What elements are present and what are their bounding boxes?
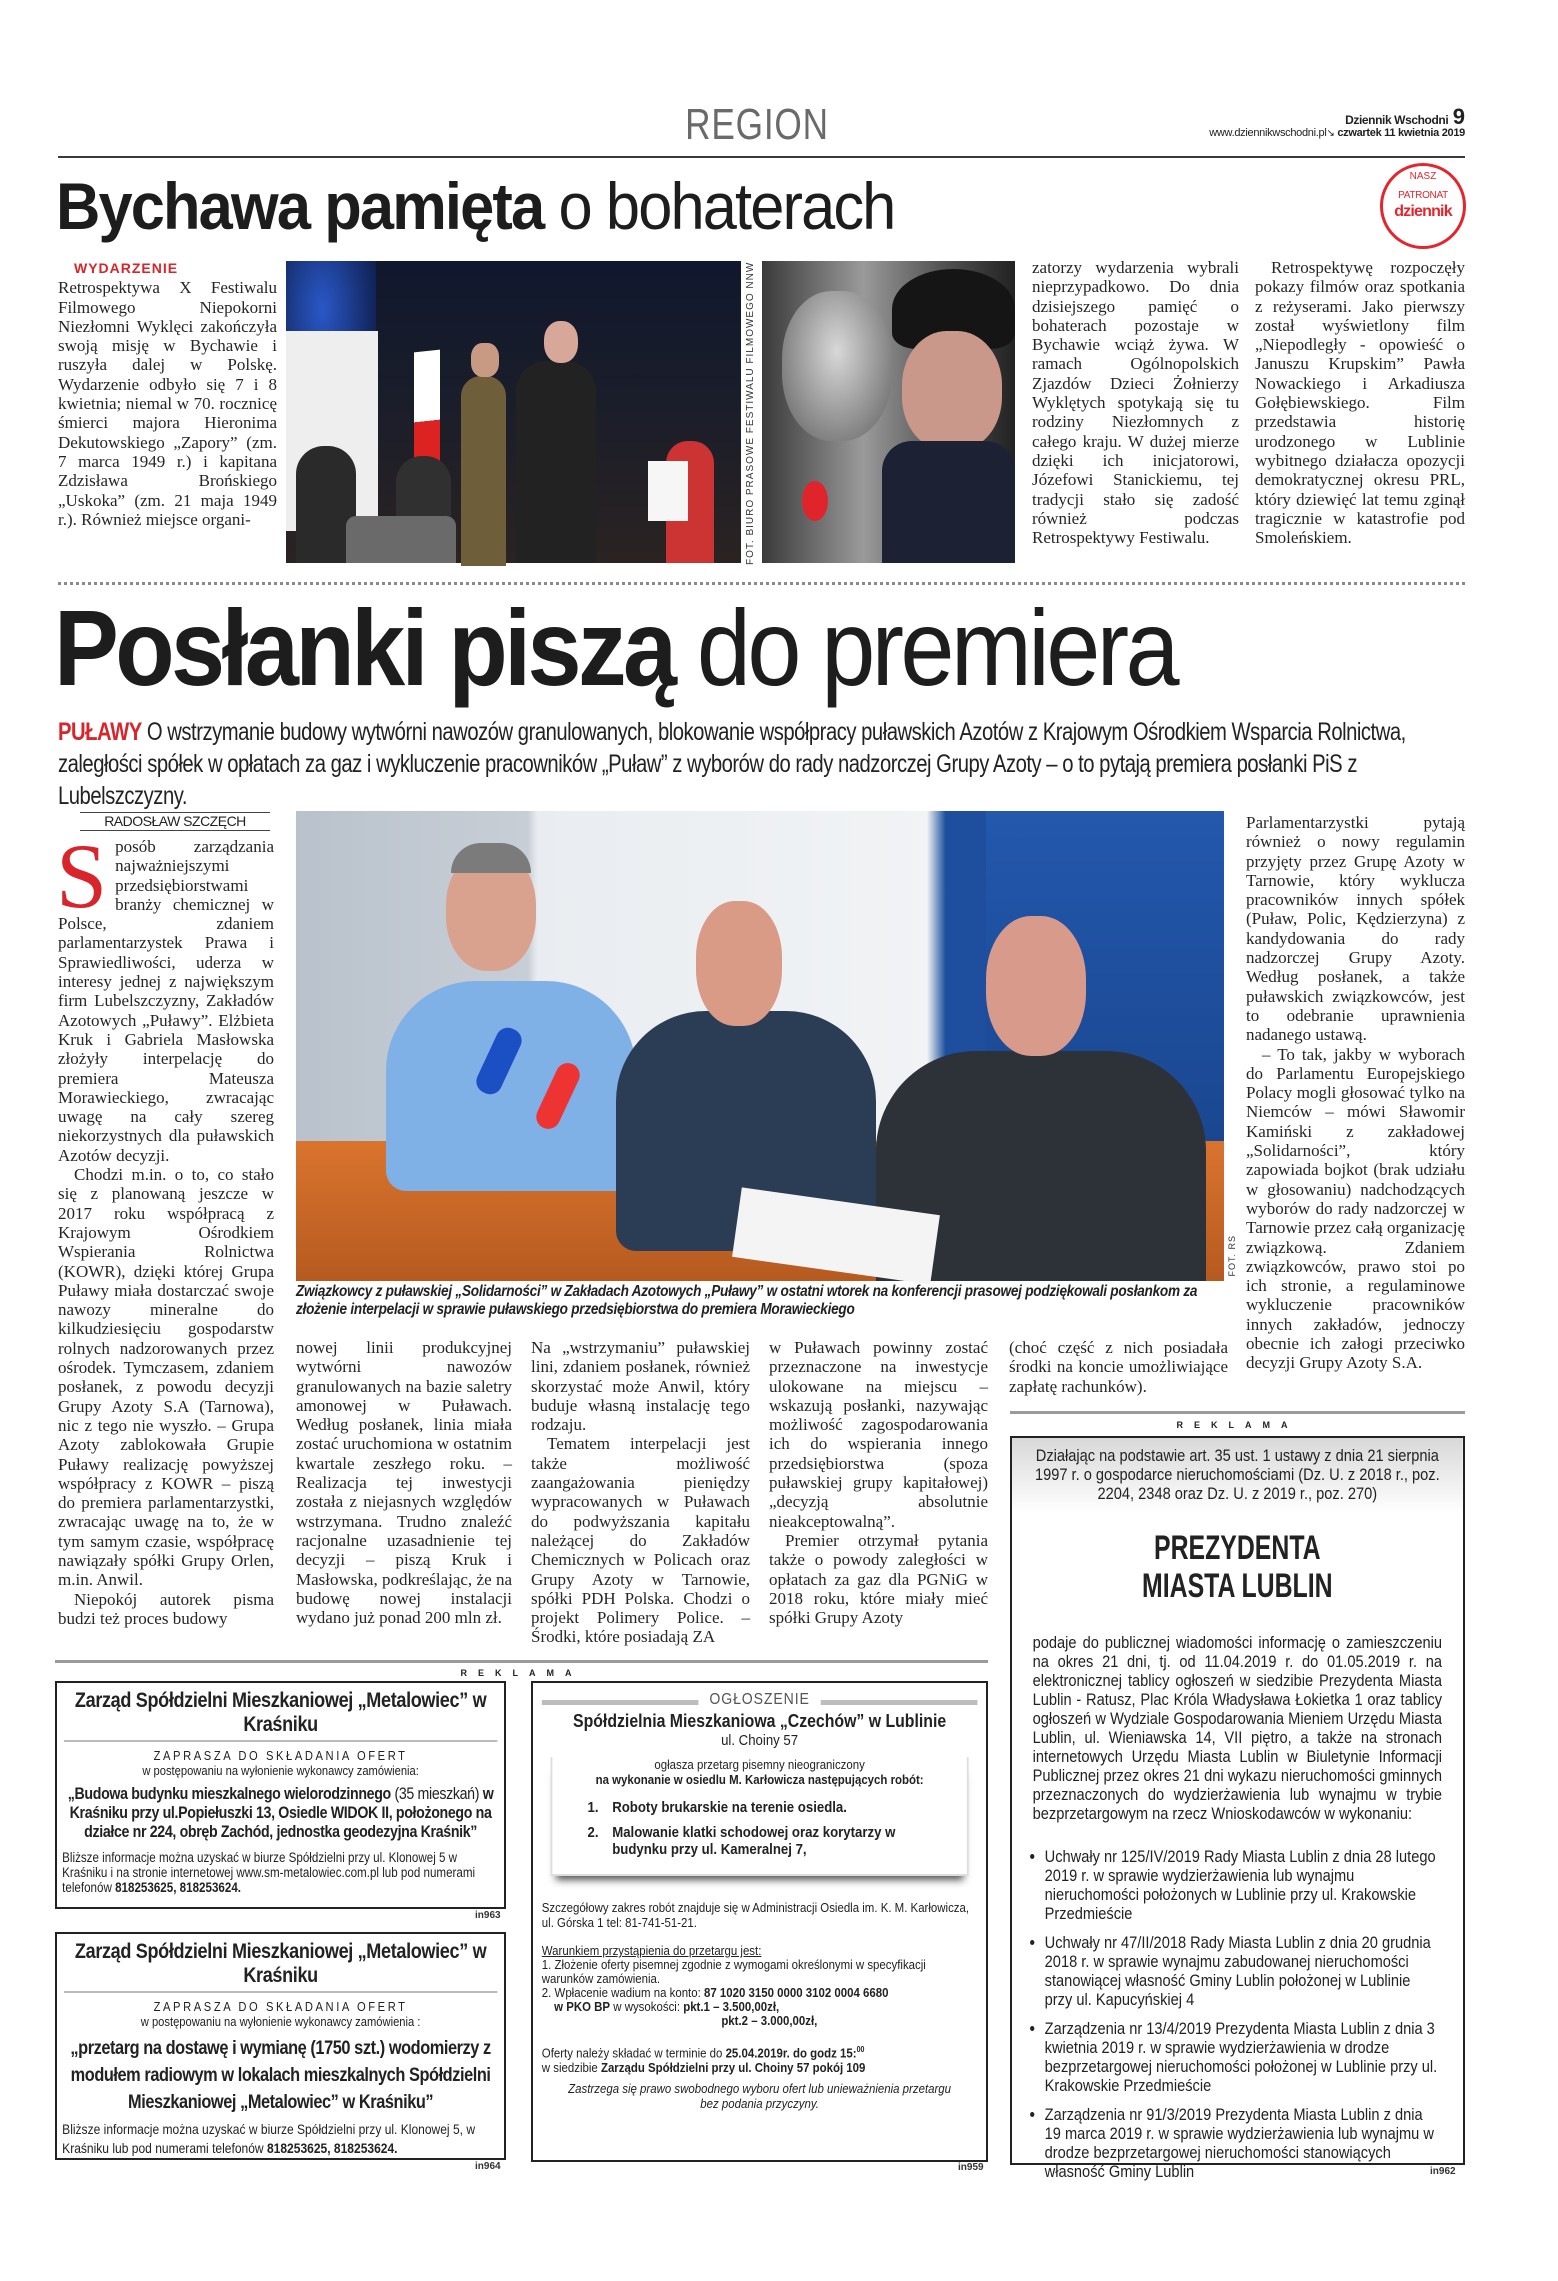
article-text: (choć część z nich posiadała środki na koncie umożliwiające zapłatę rachunków). <box>1009 1338 1228 1396</box>
article2-column-5 <box>1009 1338 1228 1402</box>
list-item: • Uchwały nr 125/IV/2019 Rady Miasta Lublin z dnia 28 lutego 2019 r. w sprawie wydzierżawienia lub wynajmu nieruchomości położonych w Lublinie przy ul. Krakowskie Przedmieście <box>1045 1847 1442 1923</box>
ad-sub: w postępowaniu na wyłonienie wykonawcy zamówienia : <box>140 2014 421 2029</box>
ad-rule-right <box>1010 1411 1465 1414</box>
ad-code: in959 <box>958 2162 984 2173</box>
ad-subject-count: (35 mieszkań) <box>394 1785 480 1803</box>
metalowiec-ad-1 <box>55 1681 506 1909</box>
amount-label: w wysokości: <box>613 1999 681 2014</box>
masthead-info <box>1209 104 1465 139</box>
lublin-title-1: PREZYDENTA <box>1153 1529 1321 1567</box>
patronat-badge <box>1380 163 1466 249</box>
metalowiec-ad-2 <box>55 1932 506 2160</box>
lublin-intro: Działając na podstawie art. 35 ust. 1 ustawy z dnia 21 sierpnia 1997 r. o gospodarce nieruchomościami (Dz. U. z 2018 r., poz. 2204, 2348 oraz Dz. U. z 2019 r., poz. 270) <box>1012 1438 1463 1513</box>
ad-info: Bliższe informacje można uzyskać w biurze Spółdzielni przy ul. Klonowej 5, w Kraśniku lub pod numerami telefonów <box>62 2121 476 2156</box>
article-text: Parlamentarzystki pytają również o nowy regulamin przyjęty przez Grupę Azoty w Tarnowie, który wyklucza pracowników innych spółek (Puław, Polic, Kędzierzyna) z kandydowania do rady nadzorczej Grupy Azoty. Według posłanek, a także puławskich związkowców, jest to odebranie uprawnienia nadanego ustawą. <box>1246 813 1465 1045</box>
article-text: w Puławach powinny zostać przeznaczone na inwestycje ulokowane na miejscu – wskazują posłanki, nazywając możliwość zagospodarowania ich do wspierania innego przedsiębiorstwa (spoza puławskiej grupy kapitałowej) „decyzją absolutnie nieakceptowalną”. <box>769 1338 988 1531</box>
article2-right-column <box>1246 813 1465 1399</box>
article2-column-3 <box>531 1338 750 1648</box>
ad-invite: ZAPRASZA DO SKŁADANIA OFERT <box>153 1999 408 2014</box>
ad-announce: ogłasza przetarg pisemny nieograniczony <box>654 1757 865 1772</box>
article-text: Retrospektywę rozpoczęły pokazy filmów oraz spotkania z reżyserami. Jako pierwszy został wyświetlony film „Niepodległy - opowieść o Januszu Krupskim” Pawła Nowackiego i Arkadiusza Gołębiewskiego. Film przedstawia historię urodzonego w Lublinie wybitnego działacza opozycji demokratycznej okresu PRL, który dziewięć lat temu zginął tragicznie w katastrofie pod Smoleńskiem. <box>1255 258 1465 548</box>
deadline-prefix: Oferty należy składać w terminie do <box>541 2045 723 2061</box>
ceremony-photo <box>286 261 741 563</box>
article-text: zatorzy wydarzenia wybrali nieprzypadkowo. Do dnia dzisiejszego pamięć o bohaterach pozostaje w Bychawie wciąż żywa. W ramach Ogólnopolskich Zjazdów Dzieci Żołnierzy Wyklętych spotykają się tu rodziny Niezłomnych z całego kraju. W dużej mierze dzięki ich inicjatorowi, Józefowi Stanickiemu, tej tradycji stało się zadość również podczas Retrospektywy Festiwalu. <box>1032 258 1239 548</box>
article-text: Retrospektywa X Festiwalu Filmowego Niepokorni Niezłomni Wyklęci zakończyła swoją misję w Bychawie i ruszyła dalej w Polskę. Wydarzenie odbyło się 7 i 8 kwietnia; niemal w 70. rocznicę śmierci majora Hieronima Dekutowskiego „Zapory” (zm. 7 marca 1949 r.) i kapitana Zdzisława Brońskiego „Uskoka” (zm. 21 maja 1949 r.). Również miejsce organi- <box>58 278 277 529</box>
veteran-photo <box>762 261 1015 563</box>
dziennik-logo: dziennik <box>1394 203 1452 220</box>
photo-caption: Związkowcy z puławskiej „Solidarności” w Zakładach Azotowych „Puławy” w ostatni wtorek na konferencji prasowej podziękowali posłankom za złożenie interpelacji w sprawie puławskiego przedsiębiorstwa do premiera Morawieckiego <box>296 1283 1198 1318</box>
headline-light: do premiera <box>696 587 1176 708</box>
article-text: posób zarządzania najważniejszymi przedsiębiorstwami branży chemicznej w Polsce, zdaniem parlamentarzystek Prawa i Sprawiedliwości, uderza w interesy jednej z największym firm Lubelszczyzny, Zakładów Azotowych „Puławy”. Elżbieta Kruk i Gabriela Masłowska złożyły interpelację do premiera Mateusza Morawieckiego, zwracając uwagę na cały szereg niekorzystnych dla puławskich Azotów decyzji. <box>58 837 274 1165</box>
article-text: – To tak, jakby w wyborach do Parlamentu Europejskiego Polacy mogli głosować tylko na Niemców – mówi Sławomir Kamiński z zakładowej „Solidarności”, który zapowiada bojkot (brak udziału w głosowaniu) nadchodzących wyborów do rady nadzorczej w Tarnowie przez całą organizację związkową. Zdaniem związkowców, prawo stoi po ich stronie, a regulaminowe wykluczenie pracowników innych zakładów, jednoczy obecnie ich załogi przeciwko decyzji Grupy Azoty S.A. <box>1246 1044 1465 1373</box>
conditions-heading: Warunkiem przystąpienia do przetargu jest: <box>541 1943 762 1958</box>
ad-subject: „przetarg na dostawę i wymianę (1750 szt.) wodomierzy z modułem radiowym w lokalach mieszkalnych Spółdzielni Mieszkaniowej „Metalowiec” w Kraśniku” <box>70 2038 491 2113</box>
article-text: Niepokój autorek pisma budzi też proces budowy <box>58 1589 274 1628</box>
article2-headline <box>54 585 1176 710</box>
article2-column-2 <box>296 1338 512 1648</box>
issue-date: czwartek 11 kwietnia 2019 <box>1337 127 1465 139</box>
item-number: 1. <box>587 1799 599 1816</box>
headline-bold: Bychawa pamięta <box>56 169 544 243</box>
ad-code: in962 <box>1430 2166 1456 2177</box>
place: Zarządu Spółdzielni przy ul. Choiny 57 pokój 109 <box>600 2060 866 2076</box>
section-title: REGION <box>685 100 829 149</box>
dropcap: S <box>56 825 108 927</box>
paper-name: Dziennik Wschodni <box>1345 113 1449 127</box>
headline-light: o bohaterach <box>558 169 895 243</box>
ad-code: in963 <box>475 1910 501 1921</box>
list-item: • Uchwały nr 47/II/2018 Rady Miasta Lublin z dnia 20 grudnia 2018 r. w sprawie wynajmu zabudowanej nieruchomości stanowiącej własność Gminy Lublin położonej w Lublinie przy ul. Kapucyńskiej 4 <box>1045 1933 1442 2009</box>
ad-info: Bliższe informacje można uzyskać w biurze Spółdzielni przy ul. Klonowej 5 w Kraśniku i na stronie internetowej www.sm-metalowiec.com.pl lub pod numerami telefonów <box>62 1850 476 1895</box>
account-number: 87 1020 3150 0000 3102 0004 6680 <box>703 1985 889 2000</box>
lublin-title-2: MIASTA LUBLIN <box>1142 1567 1333 1605</box>
article2-column-4 <box>769 1338 988 1648</box>
ad-subject-rest: w Kraśniku przy ul.Popiełuszki 13, Osiedle WIDOK II, położonego na działce nr 224, obręb Zachód, jednostka geodezyjna Kraśnik” <box>69 1785 494 1841</box>
article1-column-3 <box>1255 258 1465 568</box>
ad-invite: ZAPRASZA DO SKŁADANIA OFERT <box>153 1748 408 1763</box>
article1-headline <box>56 168 894 244</box>
czechow-ad <box>531 1681 988 2162</box>
site-url[interactable]: www.dziennikwschodni.pl <box>1209 127 1327 139</box>
item-number: 2. <box>587 1824 599 1841</box>
article1-photo-credit: FOT. BIURO PRASOWE FESTIWALU FILMOWEGO NNW <box>745 261 756 565</box>
ad-code: in964 <box>475 2161 501 2172</box>
article-text: Tematem interpelacji jest także możliwość zaangażowania pieniędzy wypracowanych w Puławach do podwyższania kapitału należącej do Zakładów Chemicznych w Policach oraz Grupy Azoty w Tarnowie, spółki PDH Polska. Chodzi o projekt Polimery Police. – Środki, które posiadają ZA <box>531 1434 750 1647</box>
article-text: Premier otrzymał pytania także o powody zaległości w opłatach za gaz dla PGNiG w 2018 roku, które miały mieć spółki Grupy Azoty <box>769 1530 988 1628</box>
press-conference-photo <box>296 811 1224 1281</box>
deadline: 25.04.2019r. do godz 15: <box>725 2045 857 2061</box>
ad-title: Zarząd Spółdzielni Mieszkaniowej „Metalowiec” w Kraśniku <box>64 1689 497 1742</box>
amount-2: pkt.2 – 3.000,00zł, <box>721 2013 818 2028</box>
article2-lead <box>58 716 1467 812</box>
deadline-minutes: 00 <box>856 2045 865 2054</box>
lublin-body: podaje do publicznej wiadomości informację o zamieszczeniu na okres 21 dni, tj. od 11.04.2019 r. do 01.05.2019 r. na elektronicznej tablicy ogłoszeń w siedzibie Prezydenta Miasta Lublin - Ratusz, Plac Króla Władysława Łokietka 1 oraz tablicy ogłoszeń w Wydziale Gospodarowania Mieniem Urzędu Miasta Lublin, ul. Wieniawska 14, VII piętro, a także na stronach internetowych Urzędu Miasta Lublin w Biuletynie Informacji Publicznej przez okres 21 dni wykazu nieruchomości gminnych przeznaczonych do wydzierżawienia lub wynajmu w trybie bezprzetargowym na rzecz Wnioskodawców w wykonaniu: <box>1032 1633 1442 1823</box>
list-item: Roboty brukarskie na terenie osiedla. <box>612 1799 847 1816</box>
lead-text: O wstrzymanie budowy wytwórni nawozów granulowanych, blokowanie współpracy puławskich Azotów z Krajowym Ośrodkiem Wsparcia Rolnictwa, zaległości spółek w opłatach za gaz i wykluczenie pracowników „Puław” z wyborów do rady nadzorczej Grupy Azoty – o to pytają premiera posłanki PiS z Lubelszczyzny. <box>58 718 1406 810</box>
list-item: • Zarządzenia nr 91/3/2019 Prezydenta Miasta Lublin z dnia 19 marca 2019 r. w sprawie wydzierżawienia lub wynajmu w drodze bezprzetargowej nieruchomości stanowiących własność Gminy Lublin <box>1045 2105 1442 2181</box>
place-prefix: w siedzibie <box>541 2060 598 2076</box>
amount-1: pkt.1 – 3.500,00zł, <box>683 1999 780 2014</box>
ad-subject: „Budowa budynku mieszkalnego wielorodzinnego <box>67 1785 391 1803</box>
patronat-middle: PATRONAT <box>1398 190 1448 201</box>
list-item: Malowanie klatki schodowej oraz korytarzy w budynku przy ul. Kameralnej 7, <box>612 1824 896 1858</box>
cursor-icon: ↘ <box>1326 128 1335 139</box>
article1-column-1 <box>58 258 277 568</box>
condition-2: 2. Wpłacenie wadium na konto: <box>541 1985 701 2000</box>
article-text: nowej linii produkcyjnej wytwórni nawozów granulowanych na bazie saletry amonowej w Puławach. Według posłanek, linia miała zostać uruchomiona w ostatnim kwartale zeszłego roku. – Realizacja tej inwestycji została z niejasnych względów wstrzymana. Trudno znaleźć racjonalne uzasadnienie tej decyzji – piszą Kruk i Masłowska, podkreślając, że na budowę nowej instalacji wydano już ponad 200 mln zł. <box>296 1338 512 1628</box>
ad-announce-bold: na wykonanie w osiedlu M. Karłowicza następujących robót: <box>595 1772 924 1787</box>
article-text: Na „wstrzymaniu” puławskiej lini, zdaniem posłanek, również skorzystać może Anwil, który buduje własną instalację tego rodzaju. <box>531 1338 750 1435</box>
ad-phones: 818253625, 818253624. <box>266 2140 398 2156</box>
lublin-list <box>1034 1847 1442 2181</box>
ad-title: Zarząd Spółdzielni Mieszkaniowej „Metalowiec” w Kraśniku <box>64 1940 497 1993</box>
ad-scope: Szczegółowy zakres robót znajduje się w Administracji Osiedla im. K. M. Karłowicza, ul. Górska 1 tel: 81-741-51-21. <box>541 1900 970 1930</box>
bank-name: w PKO BP <box>554 1999 611 2014</box>
patronat-top: NASZ <box>1409 171 1437 182</box>
headline-bold: Posłanki piszą <box>54 587 674 708</box>
ad-address: ul. Choiny 57 <box>721 1732 799 1749</box>
article2-column-1 <box>56 825 274 1647</box>
ad-rule-left <box>55 1660 988 1663</box>
ad-reserve: Zastrzega się prawo swobodnego wyboru ofert lub unieważnienia przetargu bez podania przyczyny. <box>568 2081 952 2112</box>
byline: RADOSŁAW SZCZĘCH <box>80 812 270 831</box>
reklama-label: REKLAMA <box>1176 1420 1299 1430</box>
header-rule <box>58 156 1465 158</box>
article-kicker: WYDARZENIE <box>74 260 179 276</box>
article1-column-2 <box>1032 258 1239 568</box>
ad-sub: w postępowaniu na wyłonienie wykonawcy zamówienia: <box>142 1763 419 1778</box>
condition-1: 1. Złożenie oferty pisemnej zgodnie z wymogami określonymi w specyfikacji warunków zamówienia. <box>541 1957 926 1986</box>
article-text: Chodzi m.in. o to, co stało się z planowaną jeszcze w 2017 roku współpracą z Krajowym Ośrodkiem Wspierania Rolnictwa (KOWR), dzięki której Grupa Puławy miała dostarczać swoje nawozy mineralne do kilkudziesięciu gospodarstw rolnych nadzorowanych przez ośrodek. Tymczasem, zdaniem posłanek, z powodu decyzji Grupy Azoty S.A (Tarnowa), nic z tego nie wyszło. – Grupa Azoty zablokowała Grupie Puławy realizację powyższej współpracy z KOWR – piszą do premiera parlamentarzystki, zwracając uwagę na to, że w tym samym czasie, współpracę nawiązały spółki Grupy Orlen, m.in. Anwil. <box>58 1165 274 1590</box>
reklama-label: REKLAMA <box>460 1668 583 1678</box>
lead-kicker: PUŁAWY <box>58 718 142 746</box>
list-item: • Zarządzenia nr 13/4/2019 Prezydenta Miasta Lublin z dnia 3 kwietnia 2019 r. w sprawie wydzierżawienia w drodze bezprzetargowej nieruchomości położonej w Lublinie przy ul. Krakowskie Przedmieście <box>1045 2019 1442 2095</box>
ad-phones: 818253625, 818253624. <box>115 1880 242 1895</box>
page-number: 9 <box>1452 104 1465 129</box>
article2-photo-credit: FOT. RS <box>1227 1235 1237 1277</box>
ad-title: Spółdzielnia Mieszkaniowa „Czechów” w Lublinie <box>572 1711 947 1731</box>
ad-heading: OGŁOSZENIE <box>699 1691 820 1708</box>
